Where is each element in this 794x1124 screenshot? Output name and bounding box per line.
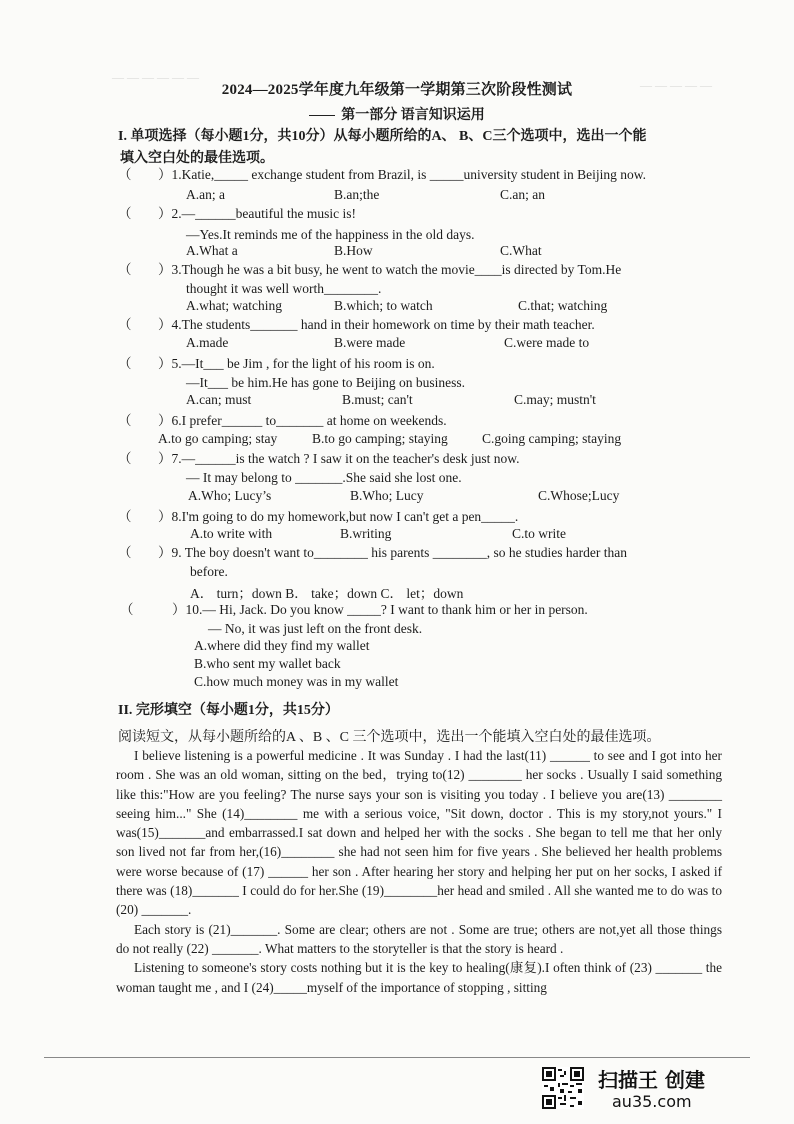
option-c: C.how much money was in my wallet	[194, 674, 399, 689]
option-c: C.going camping; staying	[482, 431, 622, 446]
section2-heading: II. 完形填空（每小题1分，共15分）	[118, 703, 339, 718]
option-c: C.What	[500, 243, 542, 258]
option-a: A.made	[186, 335, 229, 350]
option-b: B.How	[334, 243, 373, 258]
question-2-line2: —Yes.It reminds me of the happiness in the old days.	[186, 227, 475, 242]
footer-divider	[44, 1057, 750, 1058]
option-a: A.what; watching	[186, 298, 282, 313]
option-a: A.to write with	[190, 526, 273, 541]
option-c: C.may; mustn't	[514, 392, 596, 407]
paragraph: I believe listening is a powerful medicine . It was Sunday . I had the last(11) ______ to see and I got into her room . She was an old woman, sitting on the bed，trying to(12) ________ her socks . Usually I said something like this:"How are you feeling? The nurse says your son is visiting you today . I believe you are(13) ________ seeing him..." She (14)________ me with a serious voice, "Sit down, doctor . This is my story,not yours." I was(15)_______and embarrassed.I sat down and helped her with the socks . She began to tell me that her only son lived not far from her,(16)________ she had not seen him for five years . She believed her health problems were worse because of (17) ______ her son . After hearing her story and helping her put on her socks, I asked if there was (18)_______ I could do for her.She (19)________her head and smiled . All she wanted me to do was to (20) _______.	[116, 748, 722, 918]
question-7: （ ）7.—______is the watch ? I saw it on the teacher's desk just now.	[118, 451, 520, 466]
option-b: B.were made	[334, 335, 406, 350]
bleed-through-text: — — — — — —	[112, 70, 199, 84]
scanner-site: au35.com	[612, 1092, 692, 1111]
question-10-line2: — No, it was just left on the front desk.	[208, 621, 423, 636]
question-3-line2: thought it was well worth________.	[186, 281, 382, 296]
bleed-through-text: — — — — —	[640, 78, 712, 92]
qr-code-icon	[542, 1067, 584, 1109]
option-c: C.that; watching	[518, 298, 608, 313]
option-a: A.can; must	[186, 392, 252, 407]
option-abc: A． turn；down B． take；down C． let；down	[190, 586, 464, 601]
option-a: A.Who; Lucy’s	[188, 488, 272, 503]
question-9: （ ）9. The boy doesn't want to________ his parents ________, so he studies harder than	[118, 545, 627, 560]
paragraph: Listening to someone's story costs nothing but it is the key to healing(康复).I often think of (23) _______ the woman taught me , and I (24)_____myself of the importance of stopping , sitting	[116, 960, 722, 995]
page-title: 2024—2025学年度九年级第一学期第三次阶段性测试	[221, 82, 573, 98]
option-a: A.an; a	[186, 187, 225, 202]
question-5-line2: —It___ be him.He has gone to Beijing on business.	[186, 375, 465, 390]
option-b: B.which; to watch	[334, 298, 433, 313]
option-a: A.where did they find my wallet	[194, 638, 370, 653]
option-b: B.writing	[340, 526, 392, 541]
question-9-line2: before.	[190, 564, 228, 579]
option-b: B.who sent my wallet back	[194, 656, 341, 671]
option-a: A.to go camping; stay	[158, 431, 278, 446]
option-b: B.an;the	[334, 187, 380, 202]
option-b: B.must; can't	[342, 392, 413, 407]
option-c: C.to write	[512, 526, 566, 541]
question-6: （ ）6.I prefer______ to_______ at home on weekends.	[118, 413, 447, 428]
question-7-line2: — It may belong to _______.She said she lost one.	[186, 470, 462, 485]
paragraph: Each story is (21)_______. Some are clear; others are not . Some are true; others are not,yet all those things do not really (22) _______. What matters to the storyteller is that the story is heard .	[116, 921, 722, 956]
scanner-brand: 扫描王 创建	[598, 1068, 705, 1092]
option-b: B.Who; Lucy	[350, 488, 424, 503]
question-8: （ ）8.I'm going to do my homework,but now I can't get a pen_____.	[118, 509, 519, 524]
question-1: （ ）1.Katie,_____ exchange student from Brazil, is _____university student in Beijing now.	[118, 167, 647, 182]
section1-heading: I. 单项选择（每小题1分，共10分）从每小题所给的A、 B、C三个选项中，选出一个能 填入空白处的最佳选项。	[118, 129, 647, 166]
option-c: C.Whose;Lucy	[538, 488, 620, 503]
part-title: 第一部分 语言知识运用	[0, 104, 794, 124]
option-a: A.What a	[186, 243, 238, 258]
option-c: C.an; an	[500, 187, 545, 202]
question-4: （ ）4.The students_______ hand in their homework on time by their math teacher.	[118, 317, 595, 332]
option-b: B.to go camping; staying	[312, 431, 448, 446]
section2-instruction: 阅读短文，从每小题所给的A 、B 、C 三个选项中，选出一个能填入空白处的最佳选项。	[118, 730, 661, 745]
option-c: C.were made to	[504, 335, 590, 350]
question-3: （ ）3.Though he was a bit busy, he went to watch the movie____is directed by Tom.He	[118, 262, 622, 277]
question-2: （ ）2.—______beautiful the music is!	[118, 206, 356, 221]
question-10: （ ）10.— Hi, Jack. Do you know _____? I want to thank him or her in person.	[120, 602, 588, 617]
question-5: （ ）5.—It___ be Jim , for the light of his room is on.	[118, 356, 435, 371]
cloze-passage	[116, 746, 722, 997]
